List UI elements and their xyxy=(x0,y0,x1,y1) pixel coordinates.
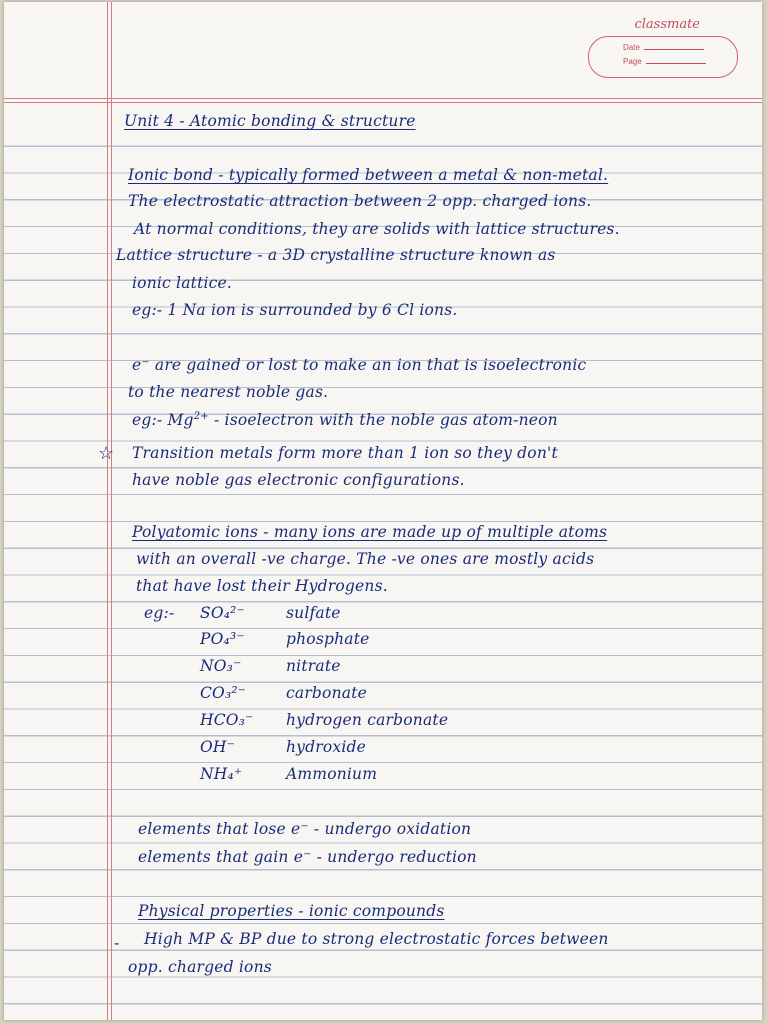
note-line: ionic lattice. xyxy=(132,274,233,292)
ion-formula: OH⁻ xyxy=(200,738,236,756)
header-rule xyxy=(4,98,762,99)
ion-name: hydroxide xyxy=(286,738,366,756)
star-icon: ☆ xyxy=(98,443,115,464)
ion-name: Ammonium xyxy=(286,765,378,783)
note-line: Lattice structure - a 3D crystalline structure known as xyxy=(116,246,556,264)
note-line: have noble gas electronic configurations. xyxy=(132,471,465,489)
mg-charge: 2+ xyxy=(193,411,209,422)
note-line: At normal conditions, they are solids with lattice structures. xyxy=(134,220,620,238)
ion-formula: CO₃²⁻ xyxy=(200,684,247,702)
ion-name: nitrate xyxy=(286,657,341,675)
note-line: opp. charged ions xyxy=(128,958,272,976)
note-line: that have lost their Hydrogens. xyxy=(136,577,388,595)
mg-description: - isoelectron with the noble gas atom-neon xyxy=(208,411,558,430)
mg-symbol: eg:- Mg xyxy=(132,411,194,430)
note-line: to the nearest noble gas. xyxy=(128,383,329,401)
eg-label: eg:- xyxy=(144,604,175,622)
ion-formula: HCO₃⁻ xyxy=(200,711,254,729)
note-line: e⁻ are gained or lost to make an ion that is isoelectronic xyxy=(132,356,587,374)
ion-formula: NH₄⁺ xyxy=(200,765,243,783)
ion-name: carbonate xyxy=(286,684,368,702)
header-rule xyxy=(4,102,762,103)
page-title: Unit 4 - Atomic bonding & structure xyxy=(124,112,416,130)
note-line: with an overall -ve charge. The -ve ones are mostly acids xyxy=(136,550,595,568)
margin-line xyxy=(111,2,112,1020)
ion-item xyxy=(200,604,341,622)
ion-formula: SO₄²⁻ xyxy=(200,604,245,622)
bullet-dash: - xyxy=(114,933,120,952)
date-field xyxy=(623,43,704,52)
note-line: Polyatomic ions - many ions are made up of multiple atoms xyxy=(132,523,608,541)
ion-item xyxy=(200,684,367,702)
notebook-page xyxy=(4,2,762,1020)
ion-name: phosphate xyxy=(286,630,370,648)
ion-item xyxy=(200,657,341,675)
note-line xyxy=(132,411,558,429)
page-field xyxy=(623,57,706,66)
brand-logo: classmate xyxy=(634,17,700,32)
page-label: Page xyxy=(623,57,642,66)
ion-item xyxy=(200,738,366,756)
note-line: High MP & BP due to strong electrostatic forces between xyxy=(144,930,609,948)
date-page-box xyxy=(588,36,738,78)
date-label: Date xyxy=(623,43,640,52)
note-line: eg:- 1 Na ion is surrounded by 6 Cl ions. xyxy=(132,301,458,319)
note-line: elements that gain e⁻ - undergo reduction xyxy=(138,848,477,866)
ion-name: hydrogen carbonate xyxy=(286,711,449,729)
note-line: elements that lose e⁻ - undergo oxidation xyxy=(138,820,472,838)
note-line: The electrostatic attraction between 2 opp. charged ions. xyxy=(128,192,592,210)
note-line: Ionic bond - typically formed between a metal & non-metal. xyxy=(128,166,609,184)
ion-name: sulfate xyxy=(286,604,341,622)
margin-line xyxy=(107,2,108,1020)
note-line: Transition metals form more than 1 ion so they don't xyxy=(132,444,558,462)
ion-item xyxy=(200,630,370,648)
ion-item xyxy=(200,765,377,783)
section-heading: Physical properties - ionic compounds xyxy=(138,902,445,920)
ion-formula: NO₃⁻ xyxy=(200,657,242,675)
ion-item xyxy=(200,711,448,729)
ion-formula: PO₄³⁻ xyxy=(200,630,245,648)
